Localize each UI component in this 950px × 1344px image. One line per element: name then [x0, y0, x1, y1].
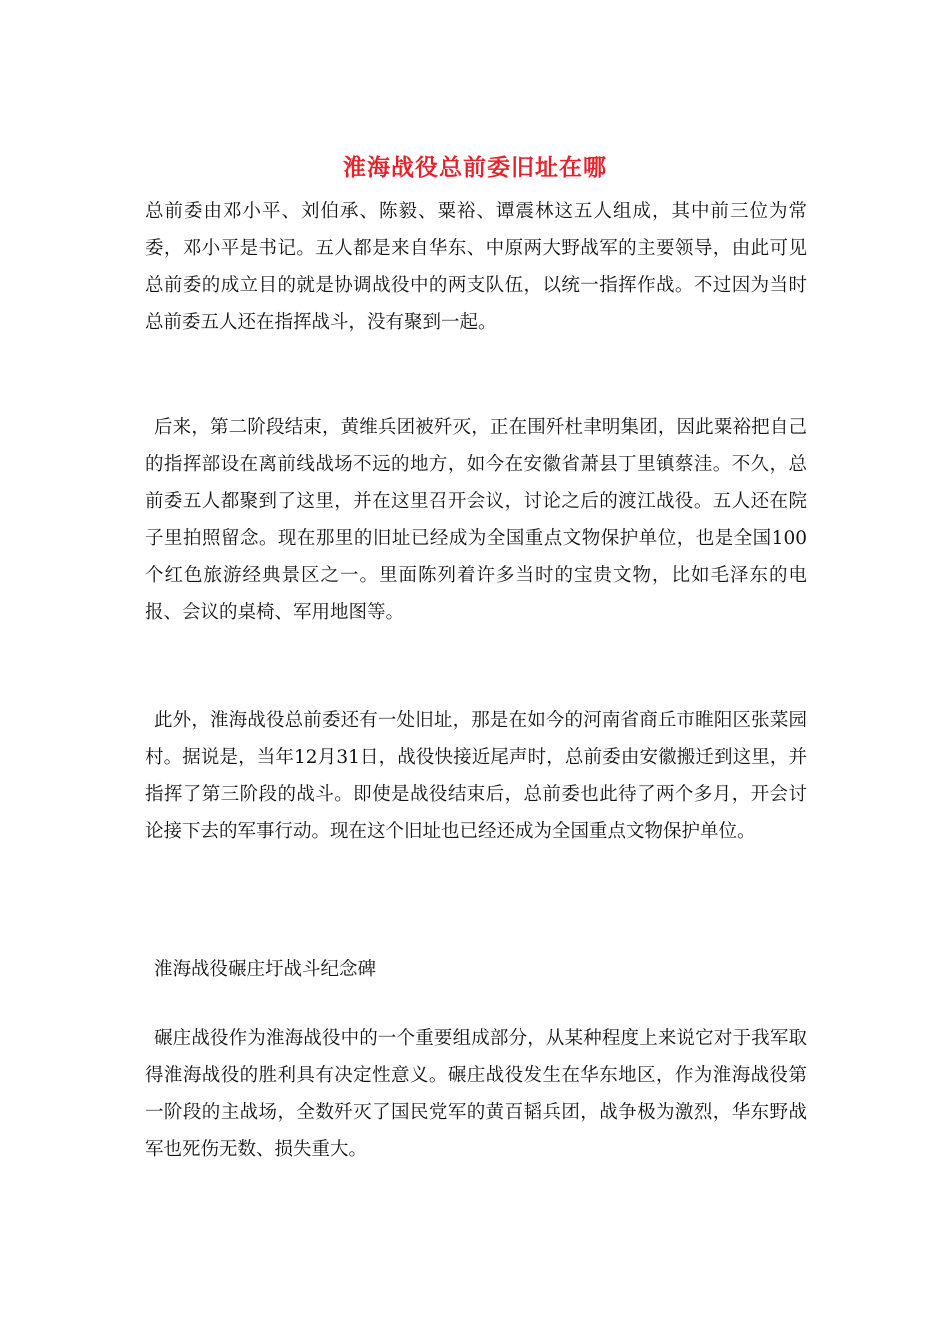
paragraph-zhangcaiyuan-site: 此外，淮海战役总前委还有一处旧址，那是在如今的河南省商丘市睢阳区张菜园村。据说是，当年12月31日，战役快接近尾声时，总前委由安徽搬迁到这里，并指挥了第三阶段的战斗。即使是战役结束后，总前委也此待了两个多月，开会讨论接下去的军事行动。现在这个旧址也已经还成为全国重点文物保护单位。	[145, 710, 807, 842]
document-title: 淮海战役总前委旧址在哪	[343, 154, 607, 181]
paragraph-nianzhuang-battle: 碾庄战役作为淮海战役中的一个重要组成部分，从某种程度上来说它对于我军取得淮海战役的胜利具有决定性意义。碾庄战役发生在华东地区，作为淮海战役第一阶段的主战场，全数歼灭了国民党军的黄百韬兵团，战争极为激烈，华东野战军也死伤无数、损失重大。	[145, 1028, 807, 1160]
section-heading-monument: 淮海战役碾庄圩战斗纪念碑	[154, 959, 377, 980]
paragraph-committee-members: 总前委由邓小平、刘伯承、陈毅、粟裕、谭震林这五人组成，其中前三位为常委，邓小平是书记。五人都是来自华东、中原两大野战军的主要领导，由此可见总前委的成立目的就是协调战役中的两支队伍，以统一指挥作战。不过因为当时总前委五人还在指挥战斗，没有聚到一起。	[145, 201, 807, 333]
paragraph-caiwa-site: 后来，第二阶段结束，黄维兵团被歼灭，正在围歼杜聿明集团，因此粟裕把自己的指挥部设在离前线战场不远的地方，如今在安徽省萧县丁里镇蔡洼。不久，总前委五人都聚到了这里，并在这里召开会议，讨论之后的渡江战役。五人还在院子里拍照留念。现在那里的旧址已经成为全国重点文物保护单位，也是全国100个红色旅游经典景区之一。里面陈列着许多当时的宝贵文物，比如毛泽东的电报、会议的桌椅、军用地图等。	[145, 417, 807, 623]
